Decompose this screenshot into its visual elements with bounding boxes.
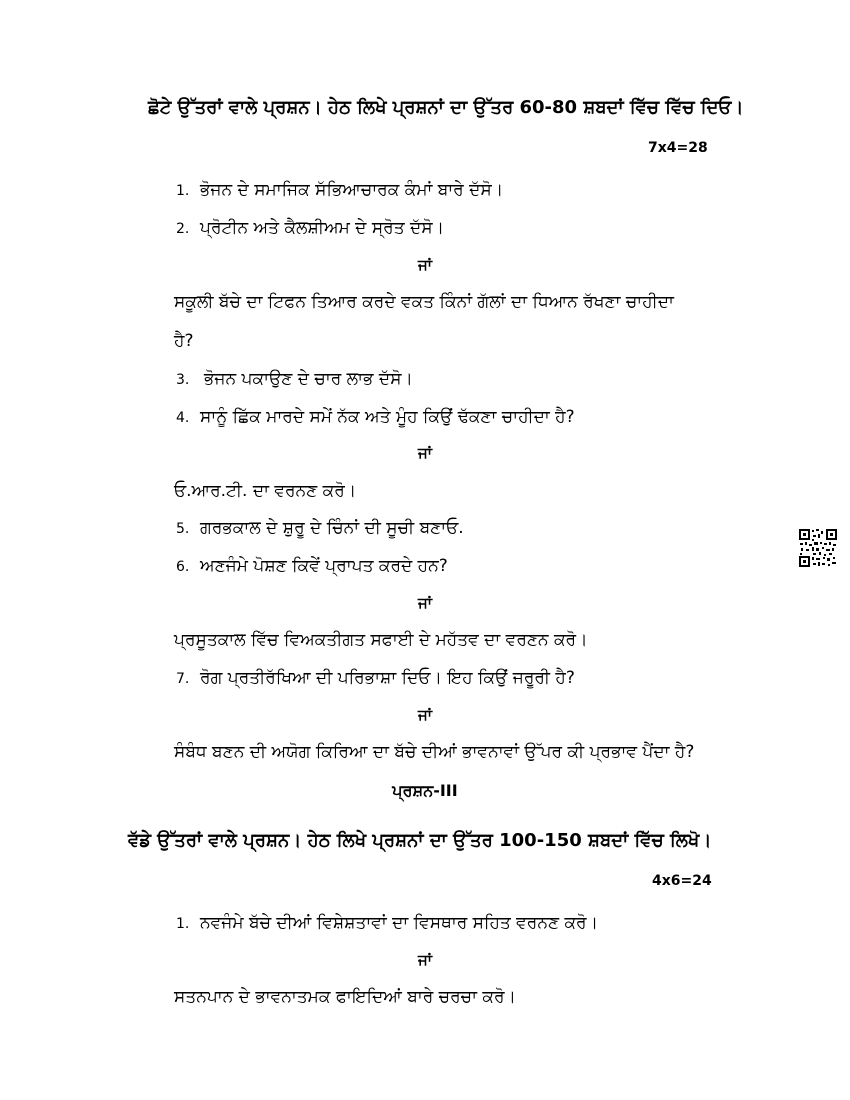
question-2-2	[176, 218, 444, 238]
question-2-4	[176, 407, 575, 427]
alternative-3-1: ਸਤਨਪਾਨ ਦੇ ਭਾਵਨਾਤਮਕ ਫਾਇਦਿਆਂ ਬਾਰੇ ਚਰਚਾ ਕਰੋ।	[174, 987, 516, 1007]
alternative-2-2-line-1: ਸਕੂਲੀ ਬੱਚੇ ਦਾ ਟਿਫਨ ਤਿਆਰ ਕਰਦੇ ਵਕਤ ਕਿੰਨਾਂ ਗੱਲਾਂ ਦਾ ਧਿਆਨ ਰੱਖਣਾ ਚਾਹੀਦਾ	[174, 292, 674, 312]
question-number: 3.	[176, 372, 190, 388]
section-2-marks: 7x4=28	[648, 140, 708, 156]
question-text: ਅਣਜੰਮੇ ਪੋਸ਼ਣ ਕਿਵੇਂ ਪ੍ਰਾਪਤ ਕਰਦੇ ਹਨ?	[200, 556, 448, 576]
question-text: ਸਾਨੂੰ ਛਿੱਕ ਮਾਰਦੇ ਸਮੇਂ ਨੱਕ ਅਤੇ ਮੂੰਹ ਕਿਉਂ ਢੱਕਣਾ ਚਾਹੀਦਾ ਹੈ?	[200, 407, 575, 427]
question-text: ਪ੍ਰੋਟੀਨ ਅਤੇ ਕੈਲਸ਼ੀਅਮ ਦੇ ਸ੍ਰੋਤ ਦੱਸੋ।	[200, 218, 445, 238]
question-3-1	[176, 913, 598, 933]
section-3-title: ਪ੍ਰਸ਼ਨ-III	[392, 781, 458, 800]
section-3-heading: ਵੱਡੇ ਉੱਤਰਾਂ ਵਾਲੇ ਪ੍ਰਸ਼ਨ। ਹੇਠ ਲਿਖੇ ਪ੍ਰਸ਼ਨਾਂ ਦਾ ਉੱਤਰ 100-150 ਸ਼ਬਦਾਂ ਵਿੱਚ ਲਿਖੋ।	[128, 830, 712, 851]
alternative-2-7: ਸੰਬੰਧ ਬਣਨ ਦੀ ਅਯੋਗ ਕਿਰਿਆ ਦਾ ਬੱਚੇ ਦੀਆਂ ਭਾਵਨਾਵਾਂ ਉੱਪਰ ਕੀ ਪ੍ਰਭਾਵ ਪੈਂਦਾ ਹੈ?	[174, 742, 695, 762]
section-2-heading: ਛੋਟੇ ਉੱਤਰਾਂ ਵਾਲੇ ਪ੍ਰਸ਼ਨ। ਹੇਠ ਲਿਖੇ ਪ੍ਰਸ਼ਨਾਂ ਦਾ ਉੱਤਰ 60-80 ਸ਼ਬਦਾਂ ਵਿੱਚ ਵਿੱਚ ਦਿਓ।	[148, 97, 744, 118]
or-separator-1: ਜਾਂ	[417, 256, 433, 274]
or-separator-3: ਜਾਂ	[417, 594, 433, 612]
question-2-7	[176, 668, 575, 688]
question-2-3	[176, 369, 413, 389]
or-separator-4: ਜਾਂ	[417, 706, 433, 724]
question-number: 1.	[176, 183, 190, 199]
question-number: 5.	[176, 521, 190, 537]
question-2-5	[176, 518, 464, 538]
question-number: 4.	[176, 410, 190, 426]
alternative-2-2-line-2: ਹੈ?	[174, 331, 194, 351]
alternative-2-4: ਓ.ਆਰ.ਟੀ. ਦਾ ਵਰਨਣ ਕਰੋ।	[174, 481, 357, 501]
question-text: ਗਰਭਕਾਲ ਦੇ ਸ਼ੁਰੂ ਦੇ ਚਿੰਨਾਂ ਦੀ ਸੂਚੀ ਬਣਾਓ.	[200, 518, 464, 538]
question-text: ਭੋਜਨ ਪਕਾਉਣ ਦੇ ਚਾਰ ਲਾਭ ਦੱਸੋ।	[204, 369, 413, 389]
question-number: 2.	[176, 221, 190, 237]
question-text: ਭੋਜਨ ਦੇ ਸਮਾਜਿਕ ਸੱਭਿਆਚਾਰਕ ਕੰਮਾਂ ਬਾਰੇ ਦੱਸੋ।	[200, 180, 504, 200]
question-text: ਰੋਗ ਪ੍ਰਤੀਰੱਖਿਆ ਦੀ ਪਰਿਭਾਸ਼ਾ ਦਿਓ। ਇਹ ਕਿਉਂ ਜਰੂਰੀ ਹੈ?	[200, 668, 575, 688]
question-text: ਨਵਜੰਮੇ ਬੱਚੇ ਦੀਆਂ ਵਿਸ਼ੇਸ਼ਤਾਵਾਂ ਦਾ ਵਿਸਥਾਰ ਸਹਿਤ ਵਰਨਣ ਕਰੋ।	[200, 913, 599, 933]
alternative-2-6: ਪ੍ਰਸੂਤਕਾਲ ਵਿੱਚ ਵਿਅਕਤੀਗਤ ਸਫਾਈ ਦੇ ਮਹੱਤਵ ਦਾ ਵਰਣਨ ਕਰੋ।	[174, 630, 588, 650]
question-2-6	[176, 556, 448, 576]
section-3-marks: 4x6=24	[652, 873, 712, 889]
qr-code-icon	[798, 528, 838, 568]
or-separator-2: ਜਾਂ	[417, 444, 433, 462]
question-number: 6.	[176, 559, 190, 575]
question-number: 1.	[176, 916, 190, 932]
or-separator-5: ਜਾਂ	[417, 951, 433, 969]
question-number: 7.	[176, 671, 190, 687]
question-2-1	[176, 180, 503, 200]
